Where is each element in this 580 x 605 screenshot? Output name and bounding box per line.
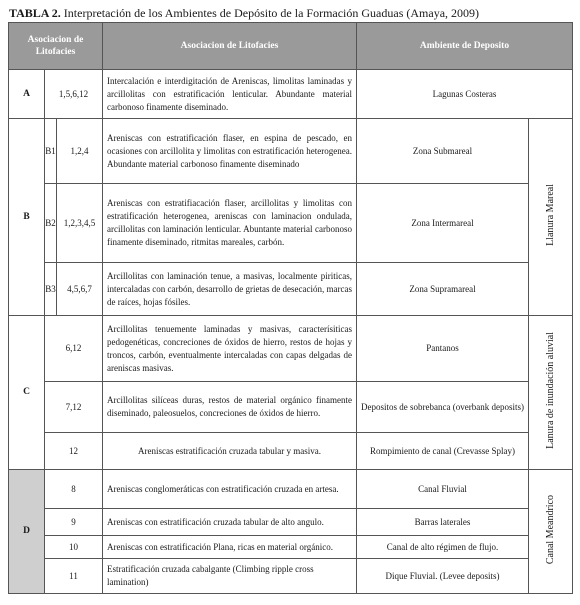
header-asociacion-litofacies: Asociacion de Litofacies bbox=[103, 23, 357, 70]
environment-cell: Lagunas Costeras bbox=[357, 70, 573, 119]
group-environment-label: Canal Meandrico bbox=[545, 494, 556, 565]
table-row bbox=[9, 536, 573, 559]
environment-cell: Barras laterales bbox=[357, 509, 529, 536]
group-environment-cell bbox=[529, 316, 573, 470]
table-row bbox=[9, 70, 573, 119]
description-cell: Arcillolitas tenuemente laminadas y masivas, caracterísiticas pedogenéticas, concreciones de óxidos de hierro, restos de hojas y troncos, carbón, eventualmente intercaladas con capas delgadas de areniscas masivas. bbox=[103, 316, 357, 382]
litofacies-cell: 8 bbox=[45, 470, 103, 509]
environment-cell: Pantanos bbox=[357, 316, 529, 382]
subgroup-cell: B2 bbox=[45, 184, 57, 263]
header-asociacion: Asociacion de Litofacies bbox=[9, 23, 103, 70]
description-cell: Intercalación e interdigitación de Areniscas, limolitas laminadas y arcillolitas con estratificación lenticular. Abundante material carbonoso finamente diseminado. bbox=[103, 70, 357, 119]
table-row bbox=[9, 509, 573, 536]
group-environment-label: Llanura Mareal bbox=[545, 184, 556, 246]
table-row bbox=[9, 559, 573, 594]
litofacies-cell: 10 bbox=[45, 536, 103, 559]
subgroup-cell: B1 bbox=[45, 119, 57, 184]
litofacies-cell: 12 bbox=[45, 433, 103, 470]
caption-text: Interpretación de los Ambientes de Depósito de la Formación Guaduas (Amaya, 2009) bbox=[60, 6, 480, 20]
description-cell: Areniscas estratificación cruzada tabular y masiva. bbox=[103, 433, 357, 470]
litofacies-cell: 1,2,3,4,5 bbox=[57, 184, 103, 263]
header-ambiente: Ambiente de Deposito bbox=[357, 23, 573, 70]
litofacies-cell: 9 bbox=[45, 509, 103, 536]
environment-cell: Dique Fluvial. (Levee deposits) bbox=[357, 559, 529, 594]
table-row bbox=[9, 470, 573, 509]
table-row bbox=[9, 433, 573, 470]
environment-cell: Rompimiento de canal (Crevasse Splay) bbox=[357, 433, 529, 470]
group-label: D bbox=[9, 470, 45, 594]
caption-label: TABLA 2. bbox=[9, 6, 61, 20]
description-cell: Areniscas conglomeráticas con estratificación cruzada en artesa. bbox=[103, 470, 357, 509]
litofacies-cell: 1,2,4 bbox=[57, 119, 103, 184]
environment-cell: Depositos de sobrebanca (overbank deposits) bbox=[357, 382, 529, 433]
description-cell: Arcillolitas silíceas duras, restos de material orgánico finamente diseminado, paleosuelos, concreciones de óxidos de hierro. bbox=[103, 382, 357, 433]
litofacies-cell: 11 bbox=[45, 559, 103, 594]
facies-table bbox=[8, 22, 573, 594]
table-row bbox=[9, 184, 573, 263]
environment-cell: Zona Supramareal bbox=[357, 263, 529, 316]
group-label: B bbox=[9, 119, 45, 316]
environment-cell: Canal Fluvial bbox=[357, 470, 529, 509]
table-caption bbox=[9, 6, 479, 21]
group-environment-cell bbox=[529, 470, 573, 594]
subgroup-cell: B3 bbox=[45, 263, 57, 316]
table-row bbox=[9, 263, 573, 316]
environment-cell: Zona Submareal bbox=[357, 119, 529, 184]
group-environment-cell bbox=[529, 119, 573, 316]
environment-cell: Zona Intermareal bbox=[357, 184, 529, 263]
description-cell: Arcillolitas con laminación tenue, a masivas, localmente piriticas, intercaladas con carbón, desarrollo de grietas de desecación, marcas de raíces, hojas fósiles. bbox=[103, 263, 357, 316]
header-row bbox=[9, 23, 573, 70]
description-cell: Areniscas con estratificación cruzada tabular de alto angulo. bbox=[103, 509, 357, 536]
litofacies-cell: 1,5,6,12 bbox=[45, 70, 103, 119]
group-environment-label: Lanura de inundación aluvial bbox=[545, 332, 556, 449]
description-cell: Areniscas con estratificación Plana, ricas en material orgánico. bbox=[103, 536, 357, 559]
description-cell: Areniscas con estratifiacación flaser, arcillolitas y limolitas con estratificación heterogenea, areniscas con laminacion ondulada, arcillolitas con laminación lenticular. Abuntante material carbonoso finamente diseminado, ritmitas mareales, carbón. bbox=[103, 184, 357, 263]
group-label: C bbox=[9, 316, 45, 470]
litofacies-cell: 7,12 bbox=[45, 382, 103, 433]
description-cell: Areniscas con estratificación flaser, en espina de pescado, en ocasiones con arcillolita y limolitas con estratificación heterogenea. Abundante material carbonoso finamente diseminado bbox=[103, 119, 357, 184]
description-cell: Estratificación cruzada cabalgante (Climbing ripple cross lamination) bbox=[103, 559, 357, 594]
environment-cell: Canal de alto régimen de flujo. bbox=[357, 536, 529, 559]
table-row bbox=[9, 382, 573, 433]
table-row bbox=[9, 316, 573, 382]
litofacies-cell: 6,12 bbox=[45, 316, 103, 382]
litofacies-cell: 4,5,6,7 bbox=[57, 263, 103, 316]
table-row bbox=[9, 119, 573, 184]
group-label: A bbox=[9, 70, 45, 119]
